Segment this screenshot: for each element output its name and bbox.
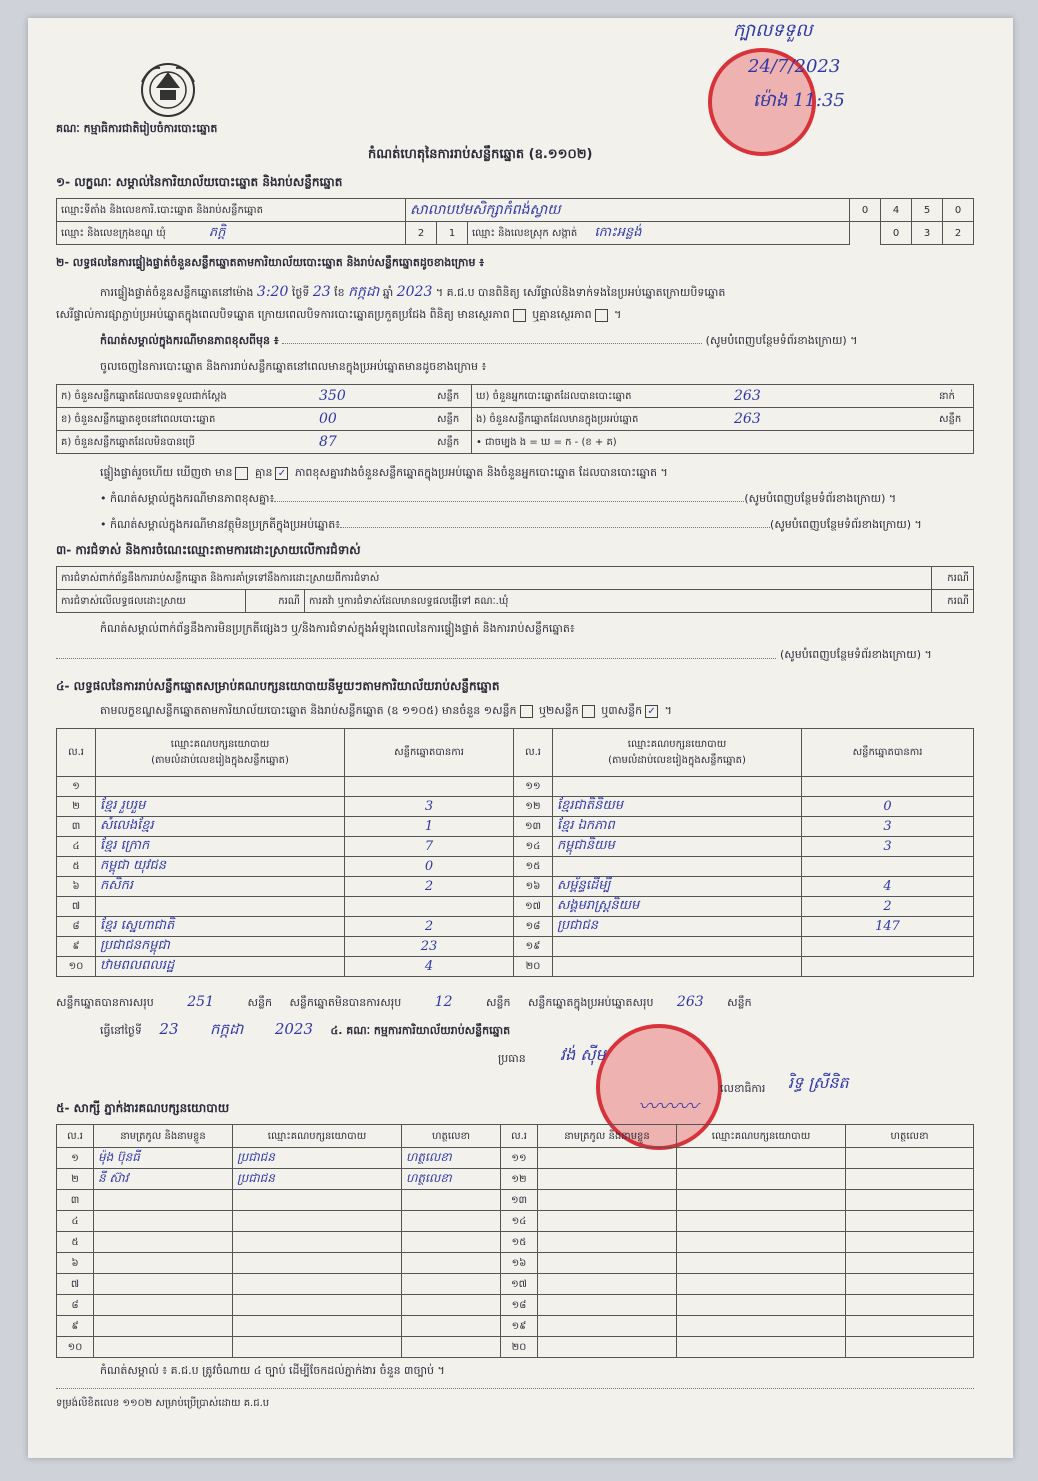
- row-number: ១: [57, 1148, 94, 1169]
- row-number: ៥: [57, 1232, 94, 1253]
- emblem-logo: [136, 58, 200, 120]
- s2-bullet1: • កំណត់សម្គាល់ក្នុងករណីមានភាពខុសគ្នា៖ (សូមបំពេញបន្ថែមទំព័រខាងក្រោយ) ។: [100, 492, 897, 505]
- s4-col-votes-left: សន្លឹកឆ្នោតបានការ: [345, 729, 514, 777]
- vote-count-cell[interactable]: 147: [802, 917, 974, 937]
- witness-party-cell[interactable]: [677, 1190, 846, 1211]
- witness-signature-cell[interactable]: [846, 1169, 974, 1190]
- row-number: ១៣: [514, 817, 553, 837]
- document-title: កំណត់ហេតុនៃការរាប់សន្លឹកឆ្នោត (ឧ.១១០២): [368, 147, 593, 162]
- s5-col-sign-left: ហត្ថលេខា: [402, 1125, 501, 1148]
- s4-date-line: ធ្វើនៅថ្ងៃទី 23 កក្កដា 2023 ៤. គណៈ កម្មការការិយាល័យរាប់សន្លឹកឆ្នោត: [100, 1020, 511, 1038]
- section5-table: [56, 1124, 974, 1358]
- org-name: គណៈ កម្មាធិការជាតិរៀបចំការបោះឆ្នោត: [56, 122, 218, 135]
- witness-signature-cell[interactable]: [846, 1295, 974, 1316]
- s2-row1-val-a[interactable]: 350: [315, 385, 433, 408]
- s2-compare-line: ផ្ទៀងផ្ទាត់រួចហើយ ឃើញថា មាន គ្មាន ✓ ភាពខុសគ្នារវាងចំនួនសន្លឹកឆ្នោតក្នុងប្រអប់ឆ្នោត និងចំនួនអ្នកបោះឆ្នោត ដែលបានបោះឆ្នោត ។: [100, 466, 668, 479]
- s5-col-name-left: នាមត្រកូល និងនាមខ្លួន: [94, 1125, 233, 1148]
- party-name-cell[interactable]: កម្ពុជា យុវជន: [96, 857, 345, 877]
- row-number: ៨: [57, 917, 96, 937]
- s3-row2: ការជំទាស់លើលទ្ធផលដោះស្រាយ: [57, 590, 246, 613]
- witness-name-cell[interactable]: [94, 1232, 233, 1253]
- s2-row1-label-b: ឃ) ចំនួនអ្នកបោះឆ្នោតដែលបានបោះឆ្នោត: [472, 385, 731, 408]
- row-number: ១៧: [514, 897, 553, 917]
- sign-role1: ប្រធាន: [498, 1052, 526, 1065]
- witness-name-cell[interactable]: [538, 1253, 677, 1274]
- party-name-cell[interactable]: សង្គមរាស្ត្រនិយម: [553, 897, 802, 917]
- row-number: ៩: [57, 937, 96, 957]
- witness-party-cell[interactable]: ប្រជាជន: [233, 1148, 402, 1169]
- party-name-cell[interactable]: កម្ពុជានិយម: [553, 837, 802, 857]
- row-number: ១១: [501, 1148, 538, 1169]
- row-number: ១: [57, 777, 96, 797]
- stamp-line1: ក្បាលទទួល: [733, 20, 813, 41]
- witness-signature-cell[interactable]: [846, 1274, 974, 1295]
- s5-body: [57, 1148, 974, 1358]
- sign-mark1: 〰〰〰: [638, 1094, 698, 1118]
- witness-party-cell[interactable]: [233, 1211, 402, 1232]
- s3-note: កំណត់សម្គាល់ពាក់ព័ន្ធនឹងការមិនប្រក្រតីផ្សេងៗ ឬ/និងការជំទាស់ក្នុងអំឡុងពេលនៃការផ្ទៀងផ្ទាត់ និងការរាប់សន្លឹកឆ្នោត៖: [100, 622, 575, 635]
- s1-code1[interactable]: 0: [850, 199, 881, 222]
- party-result-row: [57, 857, 974, 877]
- witness-name-cell[interactable]: [94, 1274, 233, 1295]
- sign-name1: វង់ ស៊ីម: [560, 1045, 606, 1064]
- vote-count-cell[interactable]: 1: [345, 817, 514, 837]
- s4-sub: តាមលក្ខខណ្ឌសន្លឹកឆ្នោតតាមការិយាល័យបោះឆ្នោត និងរាប់សន្លឹកឆ្នោត (ឧ ១១០៥) មានចំនួន ១សន្លឹក ឬ២សន្លឹក ឬ៣សន្លឹក ✓ ។: [100, 704, 672, 717]
- witness-name-cell[interactable]: [94, 1211, 233, 1232]
- row-number: ១០: [57, 1337, 94, 1358]
- witness-party-cell[interactable]: [233, 1295, 402, 1316]
- witness-name-cell[interactable]: [538, 1211, 677, 1232]
- party-name-cell[interactable]: ខ្មែរជាតិនិយម: [553, 797, 802, 817]
- witness-party-cell[interactable]: [677, 1295, 846, 1316]
- witness-name-cell[interactable]: ម៉ុង ប៊ុនធី: [94, 1148, 233, 1169]
- row-number: ៣: [57, 817, 96, 837]
- witness-party-cell[interactable]: [233, 1274, 402, 1295]
- row-number: ១៤: [514, 837, 553, 857]
- party-name-cell[interactable]: កសិករ: [96, 877, 345, 897]
- row-number: ៤: [57, 1211, 94, 1232]
- witness-name-cell[interactable]: [538, 1295, 677, 1316]
- witness-signature-cell[interactable]: [402, 1232, 501, 1253]
- vote-count-cell[interactable]: [345, 777, 514, 797]
- witness-name-cell[interactable]: [538, 1169, 677, 1190]
- vote-count-cell[interactable]: 23: [345, 937, 514, 957]
- s2-row2-label-a: ខ) ចំនួនសន្លឹកឆ្នោតខូចនៅពេលបោះឆ្នោត: [57, 408, 316, 431]
- witness-party-cell[interactable]: [677, 1316, 846, 1337]
- s1-row2-code1[interactable]: 2: [406, 222, 437, 245]
- witness-signature-cell[interactable]: [402, 1253, 501, 1274]
- witness-party-cell[interactable]: [233, 1253, 402, 1274]
- s4-body: [57, 777, 974, 977]
- row-number: ១៩: [514, 937, 553, 957]
- s2-row1-label-a: ក) ចំនួនសន្លឹកឆ្នោតដែលបានទទួលជាក់ស្តែង: [57, 385, 316, 408]
- witness-name-cell[interactable]: [538, 1316, 677, 1337]
- party-name-cell[interactable]: ប្រជាជនកម្ពុជា: [96, 937, 345, 957]
- witness-party-cell[interactable]: ប្រជាជន: [233, 1169, 402, 1190]
- row-number: ២: [57, 1169, 94, 1190]
- s3-row2-unit[interactable]: ករណី: [246, 590, 305, 613]
- witness-party-cell[interactable]: [677, 1148, 846, 1169]
- witness-row: [57, 1295, 974, 1316]
- witness-row: [57, 1316, 974, 1337]
- s3-row1: ការជំទាស់ពាក់ព័ន្ធនឹងការរាប់សន្លឹកឆ្នោត និងការគាំទ្រទៅនឹងការដោះស្រាយពីការជំទាស់: [57, 567, 932, 590]
- witness-name-cell[interactable]: [94, 1295, 233, 1316]
- section5-heading: ៥- សាក្សី ភ្នាក់ងារគណបក្សនយោបាយ: [56, 1101, 230, 1115]
- party-result-row: [57, 957, 974, 977]
- s1-row2-code3[interactable]: 0: [881, 222, 912, 245]
- s1-row1-value[interactable]: សាលាបឋមសិក្សាកំពង់ស្វាយ: [406, 199, 850, 222]
- section4-table: [56, 728, 974, 977]
- row-number: ៦: [57, 877, 96, 897]
- compare-yes-checkbox[interactable]: [235, 467, 248, 480]
- s5-col-sign-right: ហត្ថលេខា: [846, 1125, 974, 1148]
- sign-name2: រិទ្ធ ស្រីនិត: [788, 1073, 849, 1092]
- party-name-cell[interactable]: ខ្មែរ ស្នេហាជាតិ: [96, 917, 345, 937]
- compare-no-checkbox[interactable]: ✓: [275, 467, 288, 480]
- witness-signature-cell[interactable]: [402, 1274, 501, 1295]
- s2-row3-label-a: គ) ចំនួនសន្លឹកឆ្នោតដែលមិនបានប្រើ: [57, 431, 316, 454]
- vote-count-cell[interactable]: [345, 897, 514, 917]
- section3-heading: ៣- ការជំទាស់ និងការចំណេះឈ្មោះតាមការដោះស្រាយលើការជំទាស់: [56, 543, 361, 557]
- party-name-cell[interactable]: [96, 777, 345, 797]
- vote-count-cell[interactable]: 4: [345, 957, 514, 977]
- witness-party-cell[interactable]: [677, 1169, 846, 1190]
- row-number: ៨: [57, 1295, 94, 1316]
- section1-heading: ១- លក្ខណៈ សម្គាល់នៃការិយាល័យបោះឆ្នោត និងរាប់សន្លឹកឆ្នោត: [56, 175, 343, 189]
- s4-col-no-left: ល.រ: [57, 729, 96, 777]
- option-stable-checkbox[interactable]: [513, 309, 526, 322]
- vote-count-cell[interactable]: 0: [802, 797, 974, 817]
- s4-totals: សន្លឹកឆ្នោតបានការសរុប 251 សន្លឹក សន្លឹកឆ្នោតមិនបានការសរុប 12 សន្លឹក សន្លឹកឆ្នោតក្នុងប្រអប់ឆ្នោតសរុប 263 សន្លឹក: [56, 994, 752, 1010]
- witness-party-cell[interactable]: [233, 1337, 402, 1358]
- section4-heading: ៤- លទ្ធផលនៃការរាប់សន្លឹកឆ្នោតសម្រាប់គណបក្សនយោបាយនីមួយៗតាមការិយាល័យរាប់សន្លឹកឆ្នោត: [56, 679, 500, 693]
- s2-line3: កំណត់សម្គាល់ក្នុងករណីមានភាពខុសពីមុន ៖ (សូមបំពេញបន្ថែមទំព័រខាងក្រោយ) ។: [100, 334, 858, 347]
- s3-note-line: [56, 658, 776, 659]
- witness-row: [57, 1169, 974, 1190]
- s3-row2b-unit[interactable]: ករណី: [932, 590, 974, 613]
- witness-name-cell[interactable]: [538, 1232, 677, 1253]
- sign-role2: លេខាធិការ: [720, 1082, 766, 1095]
- document-sheet: [28, 18, 1013, 1458]
- row-number: ១១: [514, 777, 553, 797]
- vote-count-cell[interactable]: [802, 957, 974, 977]
- party-name-cell[interactable]: [553, 937, 802, 957]
- vote-count-cell[interactable]: [802, 857, 974, 877]
- s2-row3-formula: • ជាចម្បង ង = ឃ = ក - (ខ + គ): [472, 431, 974, 454]
- vote-count-cell[interactable]: 2: [802, 897, 974, 917]
- option-unstable-checkbox[interactable]: [595, 309, 608, 322]
- section2-heading: ២- លទ្ធផលនៃការផ្ទៀងផ្ទាត់ចំនួនសន្លឹកឆ្នោតតាមការិយាល័យបោះឆ្នោត និងរាប់សន្លឹកឆ្នោតដូចខាងក្រោម ៖: [56, 256, 485, 269]
- vote-count-cell[interactable]: 4: [802, 877, 974, 897]
- s1-code3[interactable]: 5: [912, 199, 943, 222]
- party-result-row: [57, 917, 974, 937]
- witness-signature-cell[interactable]: [402, 1295, 501, 1316]
- witness-signature-cell[interactable]: [846, 1232, 974, 1253]
- sheet-1-checkbox[interactable]: [520, 705, 533, 718]
- s5-col-party-left: ឈ្មោះគណបក្សនយោបាយ: [233, 1125, 402, 1148]
- vote-count-cell[interactable]: 2: [345, 877, 514, 897]
- row-number: ៥: [57, 857, 96, 877]
- witness-name-cell[interactable]: [538, 1148, 677, 1169]
- vote-count-cell[interactable]: [802, 777, 974, 797]
- party-result-row: [57, 797, 974, 817]
- witness-name-cell[interactable]: [538, 1274, 677, 1295]
- s5-col-no-right: ល.រ: [501, 1125, 538, 1148]
- party-result-row: [57, 877, 974, 897]
- row-number: ២០: [501, 1337, 538, 1358]
- party-name-cell[interactable]: [553, 857, 802, 877]
- row-number: ៦: [57, 1253, 94, 1274]
- s1-row2-code4[interactable]: 3: [912, 222, 943, 245]
- witness-signature-cell[interactable]: [402, 1316, 501, 1337]
- section1-table: [56, 198, 974, 245]
- s1-row2-code2[interactable]: 1: [437, 222, 468, 245]
- row-number: ៩: [57, 1316, 94, 1337]
- s2-bullet2: • កំណត់សម្គាល់ក្នុងករណីមានវត្ថុមិនប្រក្រតីក្នុងប្រអប់ឆ្នោត៖ (សូមបំពេញបន្ថែមទំព័រខាងក្រោយ) ។: [100, 518, 922, 531]
- s2-row2-val-b[interactable]: 263: [730, 408, 935, 431]
- vote-count-cell[interactable]: [802, 937, 974, 957]
- witness-party-cell[interactable]: [233, 1190, 402, 1211]
- witness-party-cell[interactable]: [677, 1232, 846, 1253]
- s2-row2-unit-a: សន្លឹក: [433, 408, 472, 431]
- row-number: ១៨: [514, 917, 553, 937]
- witness-party-cell[interactable]: [677, 1274, 846, 1295]
- s4-col-party-left: ឈ្មោះគណបក្សនយោបាយ (តាមលំដាប់លេខរៀងក្នុងសន្លឹកឆ្នោត): [96, 729, 345, 777]
- row-number: ១៨: [501, 1295, 538, 1316]
- party-name-cell[interactable]: [553, 957, 802, 977]
- s1-row2-code5[interactable]: 2: [943, 222, 974, 245]
- witness-signature-cell[interactable]: ហត្ថលេខា: [402, 1148, 501, 1169]
- witness-name-cell[interactable]: [538, 1190, 677, 1211]
- s5-footer-note: កំណត់សម្គាល់ ៖ គ.ជ.ប ត្រូវចំណាយ ៤ ច្បាប់ ដើម្បីចែកដល់ភ្នាក់ងារ ចំនួន ៣ច្បាប់ ។: [100, 1364, 445, 1377]
- witness-signature-cell[interactable]: [846, 1337, 974, 1358]
- section2-table: [56, 384, 974, 454]
- s2-row1-val-b[interactable]: 263: [730, 385, 935, 408]
- s5-col-name-right: នាមត្រកូល និងនាមខ្លួន: [538, 1125, 677, 1148]
- s2-line1: ការផ្ទៀងផ្ទាត់ចំនួនសន្លឹកឆ្នោតនៅម៉ោង 3:20 ថ្ងៃទី 23 ខែ កក្កដា ឆ្នាំ 2023 ។ គ.ជ.ប បានពិនិត្យ សេរីផ្ទាល់និងទាក់ទងនៃប្រអប់ឆ្នោតក្រោយបិទឆ្នោត: [100, 284, 726, 300]
- row-number: ១៧: [501, 1274, 538, 1295]
- witness-signature-cell[interactable]: [846, 1190, 974, 1211]
- s2-row1-unit-b: នាក់: [935, 385, 974, 408]
- s1-code4[interactable]: 0: [943, 199, 974, 222]
- s2-row2-val-a[interactable]: 00: [315, 408, 433, 431]
- party-result-row: [57, 817, 974, 837]
- witness-signature-cell[interactable]: [846, 1316, 974, 1337]
- party-name-cell[interactable]: ខ្មែរ រួបរួម: [96, 797, 345, 817]
- row-number: ១៥: [514, 857, 553, 877]
- s3-row2b: ការតវ៉ា ឬការជំទាស់ដែលមានលទ្ធផលផ្ញើទៅ គណៈ.ឃុំ: [305, 590, 932, 613]
- witness-row: [57, 1274, 974, 1295]
- s3-row1-unit[interactable]: ករណី: [932, 567, 974, 590]
- row-number: ១៦: [514, 877, 553, 897]
- s3-note-tail: (សូមបំពេញបន្ថែមទំព័រខាងក្រោយ) ។: [780, 648, 932, 661]
- witness-row: [57, 1232, 974, 1253]
- s2-line2: សេរីផ្ទាល់ការផ្សាភ្ជាប់ប្រអប់ឆ្នោតក្នុងពេលបិទឆ្នោត ក្រោយពេលបិទការបោះឆ្នោតប្រកួតប្រជែង ពិនិត្យ មានស្ថេរភាព ឬគ្មានស្ថេរភាព ។: [56, 308, 622, 321]
- row-number: ១៤: [501, 1211, 538, 1232]
- stamp-line2: 24/7/2023: [748, 56, 841, 77]
- party-name-cell[interactable]: ខ្មែរ ឯកភាព: [553, 817, 802, 837]
- row-number: ៣: [57, 1190, 94, 1211]
- party-name-cell[interactable]: សំលេងខ្មែរ: [96, 817, 345, 837]
- vote-count-cell[interactable]: 3: [802, 837, 974, 857]
- vote-count-cell[interactable]: 0: [345, 857, 514, 877]
- s2-row3-unit-a: សន្លឹក: [433, 431, 472, 454]
- vote-count-cell[interactable]: 3: [345, 797, 514, 817]
- party-name-cell[interactable]: [553, 777, 802, 797]
- sheet-3-checkbox[interactable]: ✓: [645, 705, 658, 718]
- stamp-line3: ម៉ោង 11:35: [753, 90, 845, 111]
- row-number: ១២: [501, 1169, 538, 1190]
- footer-divider: [56, 1388, 974, 1389]
- s2-line4: ចូលចេញនៃការបោះឆ្នោត និងការរាប់សន្លឹកឆ្នោតនៅពេលមានក្នុងប្រអប់ឆ្នោតមានដូចខាងក្រោម ៖: [100, 360, 487, 373]
- s2-row3-val-a[interactable]: 87: [315, 431, 433, 454]
- s1-row2-label2: ឈ្មោះ និងលេខស្រុក សង្កាត់ កោះអន្លង់: [468, 222, 850, 245]
- party-result-row: [57, 777, 974, 797]
- row-number: ១៩: [501, 1316, 538, 1337]
- s2-row2-label-b: ង) ចំនួនសន្លឹកឆ្នោតដែលមានក្នុងប្រអប់ឆ្នោត: [472, 408, 731, 431]
- vote-count-cell[interactable]: 2: [345, 917, 514, 937]
- s4-col-votes-right: សន្លឹកឆ្នោតបានការ: [802, 729, 974, 777]
- row-number: ១០: [57, 957, 96, 977]
- row-number: ១៦: [501, 1253, 538, 1274]
- witness-signature-cell[interactable]: [402, 1337, 501, 1358]
- section3-table: [56, 566, 974, 613]
- witness-row: [57, 1148, 974, 1169]
- s1-row1-label: ឈ្មោះទីតាំង និងលេខការិ.បោះឆ្នោត និងរាប់សន្លឹកឆ្នោត: [57, 199, 406, 222]
- s1-spacer: [850, 222, 881, 245]
- witness-name-cell[interactable]: [94, 1190, 233, 1211]
- s1-code2[interactable]: 4: [881, 199, 912, 222]
- s4-col-no-right: ល.រ: [514, 729, 553, 777]
- witness-name-cell[interactable]: [538, 1337, 677, 1358]
- party-result-row: [57, 837, 974, 857]
- party-name-cell[interactable]: ប្រជាជន: [553, 917, 802, 937]
- witness-name-cell[interactable]: [94, 1337, 233, 1358]
- row-number: ៧: [57, 897, 96, 917]
- witness-signature-cell[interactable]: [846, 1253, 974, 1274]
- row-number: ១៥: [501, 1232, 538, 1253]
- party-name-cell[interactable]: សម្ព័ន្ធដើម្បី: [553, 877, 802, 897]
- party-name-cell[interactable]: ខ្មែរ ក្រោក: [96, 837, 345, 857]
- s2-row2-unit-b: សន្លឹក: [935, 408, 974, 431]
- witness-name-cell[interactable]: [94, 1253, 233, 1274]
- sheet-2-checkbox[interactable]: [582, 705, 595, 718]
- witness-row: [57, 1211, 974, 1232]
- row-number: ៤: [57, 837, 96, 857]
- witness-party-cell[interactable]: [233, 1316, 402, 1337]
- row-number: ២: [57, 797, 96, 817]
- witness-party-cell[interactable]: [677, 1337, 846, 1358]
- vote-count-cell[interactable]: 7: [345, 837, 514, 857]
- row-number: ១៣: [501, 1190, 538, 1211]
- witness-name-cell[interactable]: [94, 1316, 233, 1337]
- s2-row1-unit-a: សន្លឹក: [433, 385, 472, 408]
- party-name-cell[interactable]: [96, 897, 345, 917]
- s5-col-party-right: ឈ្មោះគណបក្សនយោបាយ: [677, 1125, 846, 1148]
- witness-signature-cell[interactable]: [402, 1190, 501, 1211]
- footer-form-id: ទម្រង់លិខិតលេខ ១១០២ សម្រាប់ប្រើប្រាស់ដោយ គ.ជ.ប: [56, 1398, 270, 1409]
- witness-signature-cell[interactable]: [402, 1211, 501, 1232]
- party-result-row: [57, 937, 974, 957]
- s5-col-no-left: ល.រ: [57, 1125, 94, 1148]
- witness-signature-cell[interactable]: [846, 1148, 974, 1169]
- party-result-row: [57, 897, 974, 917]
- row-number: ១២: [514, 797, 553, 817]
- witness-signature-cell[interactable]: ហត្ថលេខា: [402, 1169, 501, 1190]
- witness-signature-cell[interactable]: [846, 1211, 974, 1232]
- vote-count-cell[interactable]: 3: [802, 817, 974, 837]
- witness-row: [57, 1337, 974, 1358]
- witness-party-cell[interactable]: [677, 1211, 846, 1232]
- witness-row: [57, 1253, 974, 1274]
- party-name-cell[interactable]: ឋាមពលពលរដ្ឋ: [96, 957, 345, 977]
- s4-col-party-right: ឈ្មោះគណបក្សនយោបាយ (តាមលំដាប់លេខរៀងក្នុងសន្លឹកឆ្នោត): [553, 729, 802, 777]
- row-number: ២០: [514, 957, 553, 977]
- witness-party-cell[interactable]: [233, 1232, 402, 1253]
- row-number: ៧: [57, 1274, 94, 1295]
- s1-row2-label: ឈ្មោះ និងលេខក្រុងខណ្ឌ ឃុំ ភក្តិ: [57, 222, 406, 245]
- witness-name-cell[interactable]: នី ស៊ាវ: [94, 1169, 233, 1190]
- witness-party-cell[interactable]: [677, 1253, 846, 1274]
- witness-row: [57, 1190, 974, 1211]
